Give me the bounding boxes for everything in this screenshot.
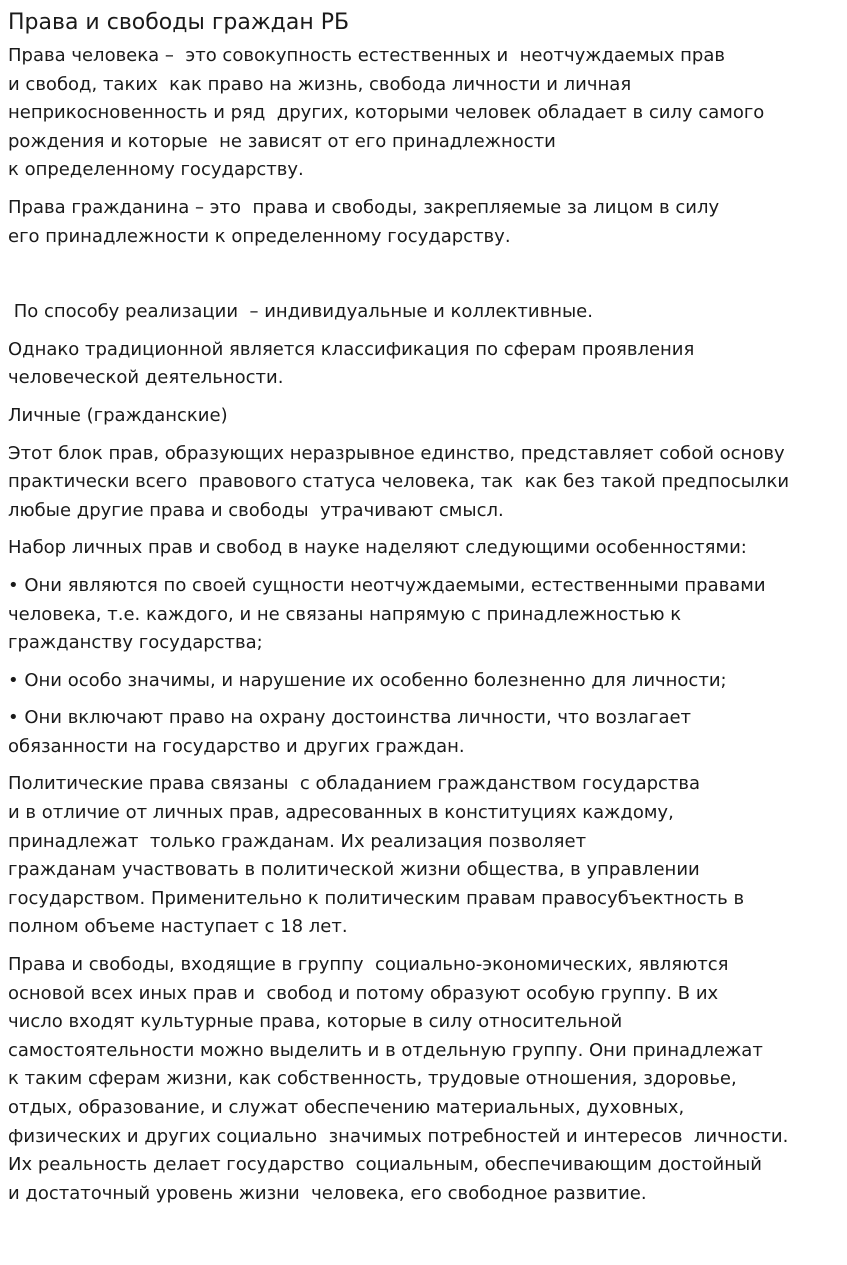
paragraph-political-rights: Политические права связаны с обладанием гражданством государства и в отличие от личных прав, адресованных в конституциях каждому, принадлежат только гражданам. Их реализация позволяет гражданам участвовать в политической жизни общества, в управлении государством. Применительно к политическим правам правосубъектность в полном объеме наступает с 18 лет. <box>8 773 745 938</box>
bullet-item-dignity: • Они включают право на охрану достоинства личности, что возлагает обязанности на государство и других граждан. <box>8 707 692 757</box>
paragraph-realization-method: По способу реализации – индивидуальные и коллективные. <box>8 301 593 323</box>
paragraph-features-intro: Набор личных прав и свобод в науке наделяют следующими особенностями: <box>8 537 747 559</box>
paragraph-personal-rights-block: Этот блок прав, образующих неразрывное единство, представляет собой основу практически всего правового статуса человека, так как без такой предпосылки любые другие права и свободы утрачивают смысл. <box>8 442 790 521</box>
paragraph-classification: Однако традиционной является классификация по сферам проявления человеческой деятельности. <box>8 338 695 389</box>
document-title: Права и свободы граждан РБ <box>8 10 350 35</box>
paragraph-citizen-rights: Права гражданина – это права и свободы, закрепляемые за лицом в силу его принадлежности к определенному государству. <box>8 196 720 247</box>
paragraph-personal-rights-heading: Личные (гражданские) <box>8 404 228 426</box>
document-page <box>8 6 844 1217</box>
spacer <box>8 260 844 298</box>
paragraph-socio-economic-rights: Права и свободы, входящие в группу социально-экономических, являются основой всех иных прав и свобод и потому образуют особую группу. В их число входят культурные права, которые в силу относительной самостоятельности можно выделить и в отдельную группу. Они принадлежат к таким сферам жизни, как собственность, трудовые отношения, здоровье, отдых, образование, и служат обеспечению материальных, духовных, физических и других социально значимых потребностей и интересов личности. Их реальность делает государство социальным, обеспечивающим достойный и достаточный уровень жизни человека, его свободное развитие. <box>8 954 789 1204</box>
bullet-item-significant: • Они особо значимы, и нарушение их особенно болезненно для личности; <box>8 669 727 691</box>
bullet-item-inalienable: • Они являются по своей сущности неотчуждаемыми, естественными правами человека, т.е. каждого, и не связаны напрямую с принадлежностью к гражданству государства; <box>8 574 766 654</box>
paragraph-human-rights: Права человека – это совокупность естественных и неотчуждаемых прав и свобод, таких как право на жизнь, свобода личности и личная неприкосновенность и ряд других, которыми человек обладает в силу самого рождения и которые не зависят от его принадлежности к определенному государству. <box>8 45 765 181</box>
